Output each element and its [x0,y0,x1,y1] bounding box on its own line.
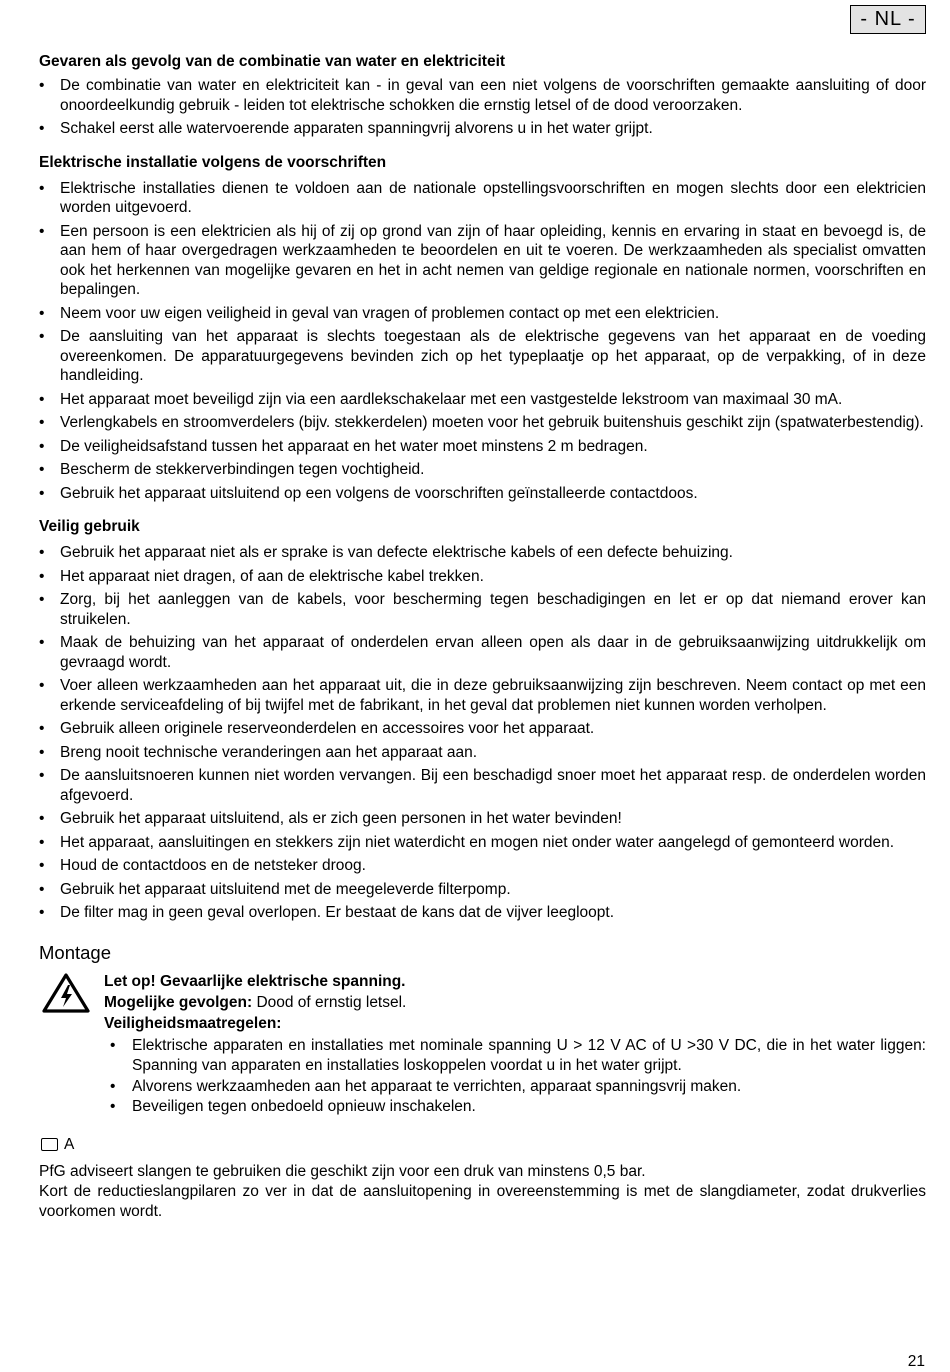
electrical-hazard-icon [42,973,90,1013]
list-item: • Neem voor uw eigen veiligheid in geval van vragen of problemen contact op met een elektricien. [39,304,926,324]
list-item: • Breng nooit technische veranderingen aan het apparaat aan. [39,743,926,763]
consequence-text: Dood of ernstig letsel. [252,993,407,1011]
list-item: • Gebruik het apparaat uitsluitend, als er zich geen personen in het water bevinden! [39,809,926,829]
list-item: • Gebruik het apparaat niet als er sprake is van defecte elektrische kabels of een defecte behuizing. [39,543,926,563]
paragraph: Kort de reductieslangpilaren zo ver in dat de aansluitopening in overeenstemming is met de slangdiameter, zodat drukverlies voorkomen wordt. [39,1182,926,1220]
section-title-hazards: Gevaren als gevolg van de combinatie van water en elektriciteit [39,53,506,70]
section-title-electrical-installation: Elektrische installatie volgens de voorschriften [39,153,387,171]
safe-use-list [39,543,926,923]
list-item: • Het apparaat niet dragen, of aan de elektrische kabel trekken. [39,567,926,587]
list-item: • Zorg, bij het aanleggen van de kabels, voor bescherming tegen beschadigingen en let er op dat niemand erover kan struikelen. [39,590,926,629]
page-number: 21 [907,1353,925,1370]
list-item: • Gebruik het apparaat uitsluitend met de meegeleverde filterpomp. [39,880,926,900]
figure-reference [39,1136,926,1154]
safety-measures-list [104,1036,926,1118]
list-item: • De aansluiting van het apparaat is slechts toegestaan als de elektrische gegevens van het apparaat en de voeding overeenkomen. De apparatuurgegevens bevinden zich op het typeplaatje op het apparaat, op de verpakking, of in deze handleiding. [39,327,926,386]
electrical-warning [39,971,926,1118]
list-item: • Het apparaat moet beveiligd zijn via een aardlekschakelaar met een vastgestelde lekstroom van maximaal 30 mA. [39,390,926,410]
list-item: • Bescherm de stekkerverbindingen tegen vochtigheid. [39,460,926,480]
page-content [39,0,926,1222]
list-item: • Voer alleen werkzaamheden aan het apparaat uit, die in deze gebruiksaanwijzing zijn beschreven. Neem contact op met een erkende serviceafdeling of bij twijfel met de fabrikant, in het geval dat problemen niet kunnen worden verholpen. [39,676,926,715]
montage-heading: Montage [39,941,111,963]
list-item: • Elektrische installaties dienen te voldoen aan de nationale opstellingsvoorschriften en mogen slechts door een elektricien worden uitgevoerd. [39,179,926,218]
list-item: • Alvorens werkzaamheden aan het apparaat te verrichten, apparaat spanningsvrij maken. [110,1077,926,1098]
list-item: • Schakel eerst alle watervoerende apparaten spanningvrij alvorens u in het water grijpt. [39,119,926,139]
measures-label: Veiligheidsmaatregelen: [104,1014,282,1032]
figure-label: A [64,1135,75,1153]
list-item: • De combinatie van water en elektriciteit kan - in geval van een niet volgens de voorschriften gemaakte aansluiting of door onoordeelkundig gebruik - leiden tot elektrische schokken die ernstig letsel of de dood veroorzaken. [39,76,926,115]
list-item: • Maak de behuizing van het apparaat of onderdelen ervan alleen open als daar in de gebruiksaanwijzing uitdrukkelijk om gevraagd wordt. [39,633,926,672]
list-item: • De filter mag in geen geval overlopen. Er bestaat de kans dat de vijver leegloopt. [39,903,926,923]
figure-box-icon [41,1138,58,1151]
list-item: • Het apparaat, aansluitingen en stekkers zijn niet waterdicht en mogen niet onder water aangelegd of gemonteerd worden. [39,833,926,853]
list-item: • Houd de contactdoos en de netsteker droog. [39,856,926,876]
list-item: • Beveiligen tegen onbedoeld opnieuw inschakelen. [110,1097,926,1118]
paragraph: PfG adviseert slangen te gebruiken die geschikt zijn voor een druk van minstens 0,5 bar. [39,1162,646,1180]
warning-title: Let op! Gevaarlijke elektrische spanning. [104,972,406,990]
list-item: • Gebruik het apparaat uitsluitend op een volgens de voorschriften geïnstalleerde contactdoos. [39,484,926,504]
electrical-installation-list [39,179,926,504]
list-item: • Verlengkabels en stroomverdelers (bijv. stekkerdelen) moeten voor het gebruik buitenshuis geschikt zijn (spatwaterbestendig). [39,413,926,433]
list-item: • Gebruik alleen originele reserveonderdelen en accessoires voor het apparaat. [39,719,926,739]
hazards-list [39,76,926,139]
section-title-safe-use: Veilig gebruik [39,518,140,535]
language-badge: - NL - [850,5,926,34]
list-item: • De veiligheidsafstand tussen het apparaat en het water moet minstens 2 m bedragen. [39,437,926,457]
consequence-label: Mogelijke gevolgen: [104,993,253,1011]
list-item: • Een persoon is een elektricien als hij of zij op grond van zijn of haar opleiding, kennis en ervaring in staat en bevoegd is, de aan hem of haar overgedragen werkzaamheden te beoordelen en uit te voeren. De werkzaamheden als specialist omvatten ook het herkennen van mogelijke gevaren en het in acht nemen van geldige regionale en nationale normen, voorschriften en bepalingen. [39,222,926,300]
list-item: • Elektrische apparaten en installaties met nominale spanning U > 12 V AC of U >30 V DC, die in het water liggen: Spanning van apparaten en installaties loskoppelen voordat u in het water grijpt. [110,1036,926,1077]
list-item: • De aansluitsnoeren kunnen niet worden vervangen. Bij een beschadigd snoer moet het apparaat resp. de onderdelen worden afgevoerd. [39,766,926,805]
